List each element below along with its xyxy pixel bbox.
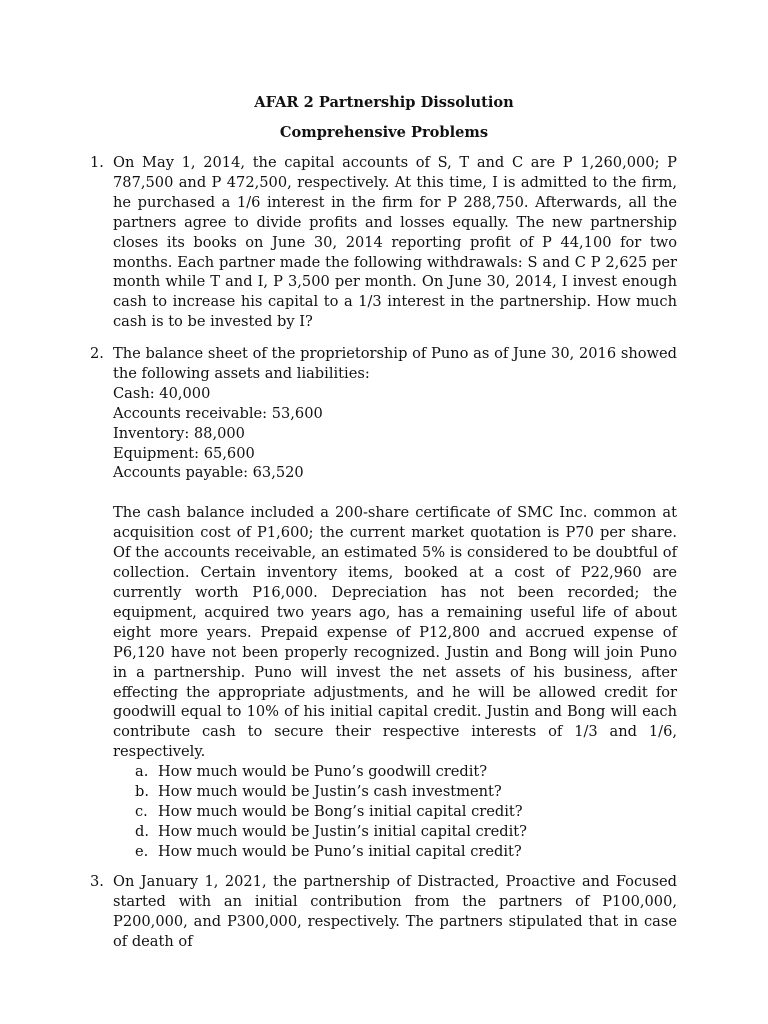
question-letter: c.	[135, 802, 148, 820]
document-subtitle: Comprehensive Problems	[279, 124, 489, 141]
question-text: How much would be Puno’s initial capital credit?	[158, 842, 522, 860]
problem-2	[90, 344, 677, 862]
document-title: AFAR 2 Partnership Dissolution	[254, 94, 514, 111]
question-item	[113, 822, 677, 842]
problem-number: 3.	[90, 873, 104, 890]
question-text: How much would be Justin’s initial capital credit?	[158, 822, 527, 840]
spacer	[113, 483, 677, 503]
question-text: How much would be Bong’s initial capital credit?	[158, 802, 523, 820]
question-letter: e.	[135, 842, 149, 860]
question-letter: b.	[135, 783, 149, 801]
problem-1	[90, 153, 677, 332]
question-letter: a.	[135, 763, 149, 781]
balance-list	[113, 384, 677, 484]
problem-number: 2.	[90, 345, 104, 362]
question-list	[113, 762, 677, 862]
balance-item-equipment: Equipment: 65,600	[113, 444, 255, 462]
question-item	[113, 802, 677, 822]
balance-item-inventory: Inventory: 88,000	[113, 424, 245, 442]
problem-1-text: On May 1, 2014, the capital accounts of S, T and C are P 1,260,000; P 787,500 and P 472,500, respectively. At this time, I is admitted to the firm, he purchased a 1/6 interest in the firm for P 288,750. Afterwards, all the partners agree to divide profits and losses equally. The new partnership closes its books on June 30, 2014 reporting profit of P 44,100 for two months. Each partner made the following withdrawals: S and C P 2,625 per month while T and I, P 3,500 per month. On June 30, 2014, I invest enough cash to increase his capital to a 1/3 interest in the partnership. How much cash is to be invested by I?	[113, 154, 677, 331]
question-text: How much would be Puno’s goodwill credit?	[158, 763, 488, 781]
balance-item-cash: Cash: 40,000	[113, 384, 211, 402]
problem-3-text: On January 1, 2021, the partnership of Distracted, Proactive and Focused started with an initial contribution from the partners of P100,000, P200,000, and P300,000, respectively. The partners stipulated that in case of death of	[113, 873, 677, 950]
balance-item-accounts-payable: Accounts payable: 63,520	[113, 464, 304, 482]
problem-2-intro: The balance sheet of the proprietorship of Puno as of June 30, 2016 showed the following assets and liabilities:	[113, 345, 677, 382]
question-letter: d.	[135, 822, 149, 840]
question-text: How much would be Justin’s cash investment?	[158, 783, 502, 801]
problem-2-details: The cash balance included a 200-share certificate of SMC Inc. common at acquisition cost of P1,600; the current market quotation is P70 per share. Of the accounts receivable, an estimated 5% is considered to be doubtful of collection. Certain inventory items, booked at a cost of P22,960 are currently worth P16,000. Depreciation has not been recorded; the equipment, acquired two years ago, has a remaining useful life of about eight more years. Prepaid expense of P12,800 and accrued expense of P6,120 have not been properly recognized. Justin and Bong will join Puno in a partnership. Puno will invest the net assets of his business, after effecting the appropriate adjustments, and he will be allowed credit for goodwill equal to 10% of his initial capital credit. Justin and Bong will each contribute cash to secure their respective interests of 1/3 and 1/6, respectively.	[113, 504, 677, 761]
balance-item-accounts-receivable: Accounts receivable: 53,600	[113, 404, 323, 422]
problem-number: 1.	[90, 154, 104, 171]
question-item	[113, 842, 677, 862]
question-item	[113, 762, 677, 782]
problem-3	[90, 872, 677, 952]
question-item	[113, 782, 677, 802]
